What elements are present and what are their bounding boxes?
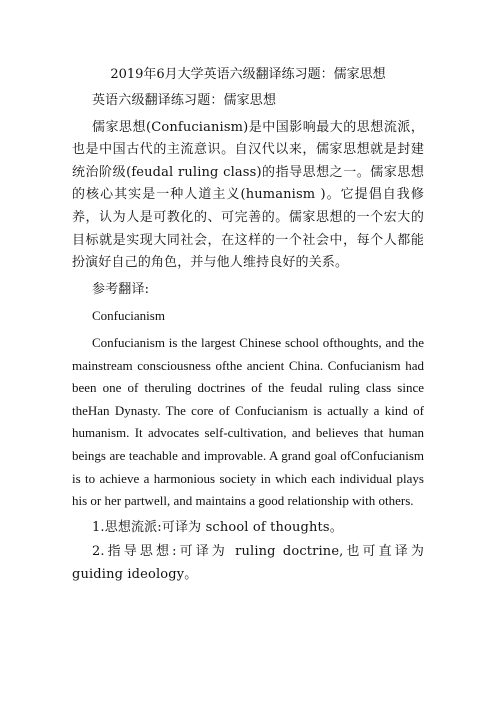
- note-item-1: 1.思想流派:可译为 school of thoughts。: [92, 519, 343, 535]
- english-paragraph: Confucianism is the largest Chinese school ofthoughts, and the mainstream consciousness ofthe ancient China. Confucianism had been one of theruling doctrines of the feudal ruling class since theHan Dynasty. The core of Confucianism is actually a kind of humanism. It advocates self-cultivation, and believes that human beings are teachable and improvable. A grand goal ofConfucianism is to achieve a harmonious society in which each individual plays his or her partwell, and maintains a good relationship with others.: [72, 334, 424, 509]
- page-title: 2019年6月大学英语六级翻译练习题：儒家思想: [110, 67, 386, 82]
- subtitle: 英语六级翻译练习题：儒家思想: [92, 93, 277, 108]
- translation-heading: Confucianism: [92, 308, 165, 324]
- document-body: [72, 64, 424, 588]
- chinese-paragraph: 儒家思想(Confucianism)是中国影响最大的思想流派，也是中国古代的主流意识。自汉代以来，儒家思想就是封建统治阶级(feudal ruling class)的指导思想之一。儒家思想的核心其实是一种人道主义(humanism )。它提倡自我修养，认为人是可教化的、可完善的。儒家思想的一个宏大的目标就是实现大同社会，在这样的一个社会中，每个人都能扮演好自己的角色，并与他人维持良好的关系。: [72, 119, 424, 271]
- reference-label: 参考翻译:: [92, 281, 150, 297]
- note-item-2: 2.指导思想:可译为 ruling doctrine,也可直译为 guiding ideology。: [72, 544, 424, 582]
